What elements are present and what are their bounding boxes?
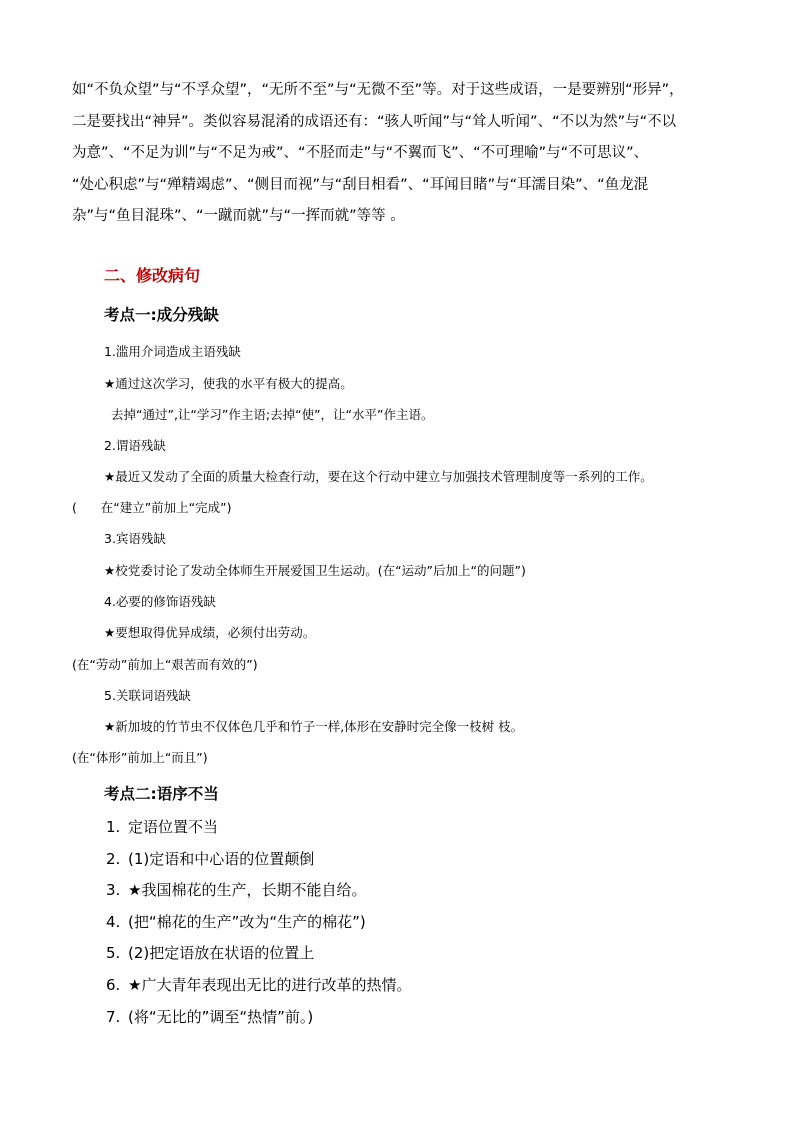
list-number: 6. — [106, 975, 121, 994]
correction-note: (在“劳动”前加上“艰苦而有效的”) — [72, 657, 258, 672]
list-number: 7. — [106, 1007, 121, 1026]
intro-line: “处心积虑”与“殚精竭虑”、“侧目而视”与“刮目相看”、“耳闻目睹”与“耳濡目染”、“鱼龙混 — [72, 176, 649, 193]
list-text: ★我国棉花的生产，长期不能自给。 — [128, 881, 367, 900]
intro-line: 如“不负众望”与“不孚众望”，“无所不至”与“无微不至”等。对于这些成语，一是要辨别“形异”， — [72, 82, 684, 98]
list-text: 定语位置不当 — [128, 818, 219, 836]
correction-note: (在“体形”前加上“而且”) — [72, 750, 208, 765]
list-item — [106, 812, 411, 844]
sub-heading: 3.宾语残缺 — [104, 531, 166, 546]
section-title: 二、修改病句 — [104, 266, 201, 285]
list-item — [106, 1002, 411, 1034]
kaodian2-heading: 考点二:语序不当 — [104, 785, 219, 803]
example-sentence: ★最近又发动了全面的质量大检查行动，要在这个行动中建立与加强技术管理制度等一系列的工作。 — [104, 469, 653, 484]
sub-heading: 4.必要的修饰语残缺 — [104, 594, 216, 609]
example-sentence: ★要想取得优异成绩，必须付出劳动。 — [104, 625, 316, 640]
correction-note: ( 在“建立”前加上“完成”) — [72, 500, 232, 515]
list-number: 4. — [106, 912, 121, 931]
example-sentence: ★通过这次学习，使我的水平有极大的提高。 — [104, 376, 353, 391]
sub-heading: 5.关联词语残缺 — [104, 688, 191, 703]
sub-heading: 2.谓语残缺 — [104, 438, 166, 453]
intro-line: 杂”与“鱼目混珠”、“一蹴而就”与“一挥而就”等等 。 — [72, 208, 405, 224]
list-number: 3. — [106, 881, 121, 900]
sub-heading: 1.滥用介词造成主语残缺 — [104, 344, 241, 359]
list-number: 5. — [106, 944, 121, 963]
intro-paragraph — [72, 75, 724, 233]
list-number: 2. — [106, 849, 121, 868]
intro-line: 为意”、“不足为训”与“不足为戒”、“不胫而走”与“不翼而飞”、“不可理喻”与“不可思议”、 — [72, 145, 649, 161]
list-item — [106, 907, 411, 939]
kaodian1-heading: 考点一:成分残缺 — [104, 306, 219, 324]
list-text: (将“无比的”调至“热情”前。) — [128, 1007, 314, 1026]
example-sentence: ★新加坡的竹节虫不仅体色几乎和竹子一样,体形在安静时完全像一枝树 枝。 — [104, 719, 524, 734]
list-text: (1)定语和中心语的位置颠倒 — [128, 849, 315, 868]
example-sentence: ★校党委讨论了发动全体师生开展爱国卫生运动。(在“运动”后加上“的问题”) — [104, 563, 526, 578]
list-item — [106, 844, 411, 876]
list-text: (2)把定语放在状语的位置上 — [128, 944, 315, 963]
kaodian2-list — [106, 812, 411, 1033]
intro-line: 二是要找出“神异”。类似容易混淆的成语还有：“骇人听闻”与“耸人听闻”、“不以为然”与“不以 — [72, 113, 677, 130]
list-text: (把“棉花的生产”改为“生产的棉花”) — [128, 912, 366, 931]
list-text: ★广大青年表现出无比的进行改革的热情。 — [128, 975, 412, 994]
list-item — [106, 938, 411, 970]
list-number: 1. — [106, 818, 121, 836]
correction-note: 去掉“通过”,让“学习”作主语;去掉“使”，让“水平”作主语。 — [111, 407, 434, 422]
list-item — [106, 970, 411, 1002]
list-item — [106, 875, 411, 907]
